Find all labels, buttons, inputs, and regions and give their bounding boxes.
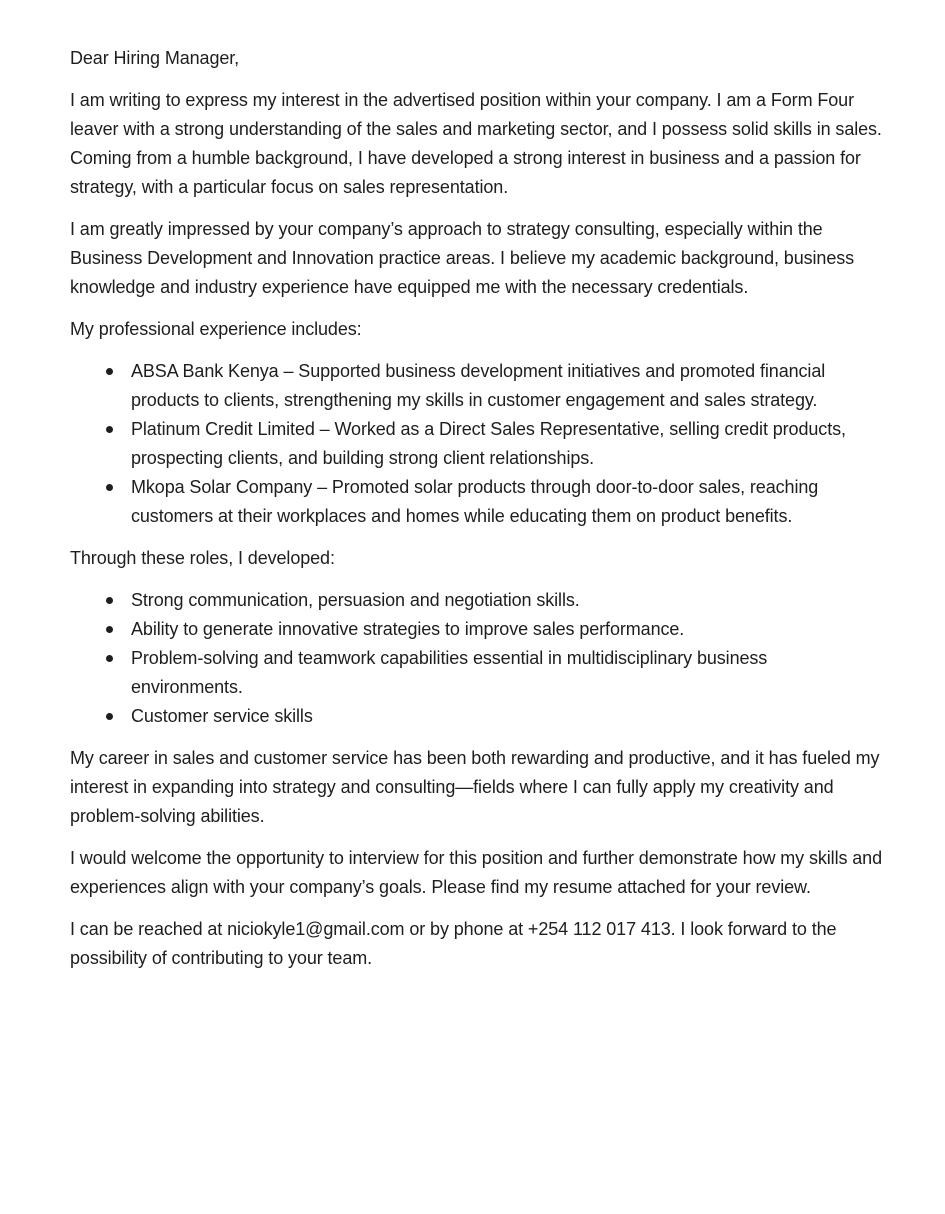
experience-list <box>70 357 882 531</box>
list-item: Platinum Credit Limited – Worked as a Direct Sales Representative, selling credit products, prospecting clients, and building strong client relationships. <box>131 415 882 473</box>
list-item: Problem-solving and teamwork capabilities essential in multidisciplinary business environments. <box>131 644 882 702</box>
company-impression-paragraph: I am greatly impressed by your company’s approach to strategy consulting, especially within the Business Development and Innovation practice areas. I believe my academic background, business knowledge and industry experience have equipped me with the necessary credentials. <box>70 219 855 297</box>
list-item: Customer service skills <box>131 702 882 731</box>
career-paragraph: My career in sales and customer service has been both rewarding and productive, and it has fueled my interest in expanding into strategy and consulting—fields where I can fully apply my creativity and problem-solving abilities. <box>70 748 880 826</box>
intro-paragraph: I am writing to express my interest in the advertised position within your company. I am a Form Four leaver with a strong understanding of the sales and marketing sector, and I possess solid skills in sales. Coming from a humble background, I have developed a strong interest in business and a passion for strategy, with a particular focus on sales representation. <box>70 90 882 197</box>
list-item: Ability to generate innovative strategies to improve sales performance. <box>131 615 882 644</box>
list-item: Strong communication, persuasion and negotiation skills. <box>131 586 882 615</box>
skills-intro: Through these roles, I developed: <box>70 548 335 568</box>
experience-intro: My professional experience includes: <box>70 319 362 339</box>
contact-paragraph: I can be reached at niciokyle1@gmail.com or by phone at +254 112 017 413. I look forward to the possibility of contributing to your team. <box>70 919 837 968</box>
list-item: Mkopa Solar Company – Promoted solar products through door-to-door sales, reaching customers at their workplaces and homes while educating them on product benefits. <box>131 473 882 531</box>
salutation: Dear Hiring Manager, <box>70 48 240 68</box>
skills-list <box>70 586 882 731</box>
closing-paragraph: I would welcome the opportunity to interview for this position and further demonstrate how my skills and experiences align with your company’s goals. Please find my resume attached for your review. <box>70 848 883 897</box>
list-item: ABSA Bank Kenya – Supported business development initiatives and promoted financial products to clients, strengthening my skills in customer engagement and sales strategy. <box>131 357 882 415</box>
